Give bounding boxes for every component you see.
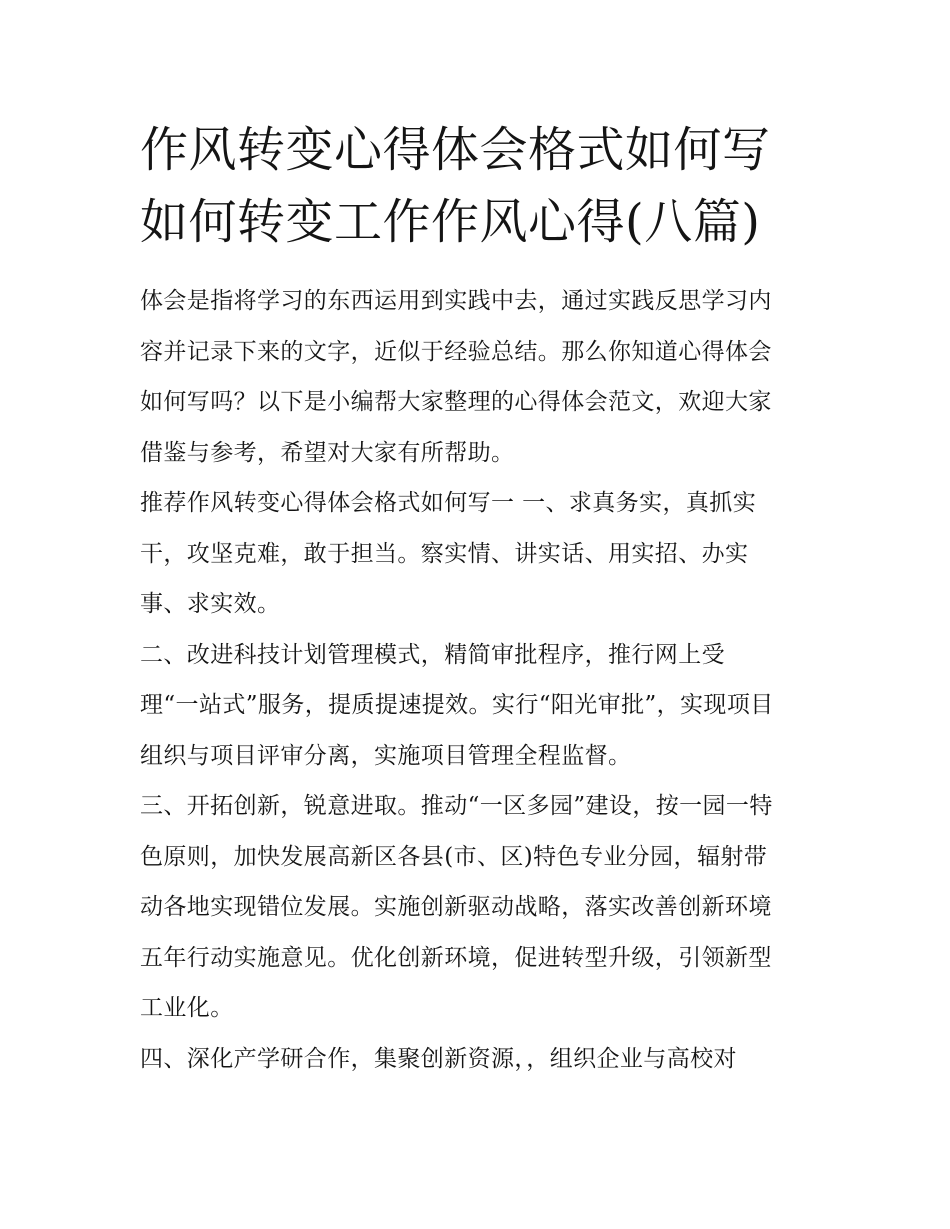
text-line: 干，攻坚克难，敢于担当。察实情、讲实话、用实招、办实 xyxy=(140,540,749,567)
text-line: 事、求实效。 xyxy=(140,591,281,617)
text-line: 动各地实现错位发展。实施创新驱动战略，落实改善创新环境 xyxy=(140,894,772,920)
document-title xyxy=(140,114,820,258)
text-line: 四、深化产学研合作，集聚创新资源，，组织企业与高校对 xyxy=(140,1045,737,1072)
text-line: 工业化。 xyxy=(140,995,234,1021)
paragraph-two xyxy=(140,630,820,782)
text-line: 如何写吗？以下是小编帮大家整理的心得体会范文，欢迎大家 xyxy=(140,389,772,415)
document-body xyxy=(140,276,820,1084)
text-line: 体会是指将学习的东西运用到实践中去，通过实践反思学习内 xyxy=(140,288,772,314)
text-line: 色原则，加快发展高新区各县(市、区)特色专业分园，辐射带 xyxy=(140,843,768,870)
title-line: 作风转变心得体会格式如何写 xyxy=(140,122,771,178)
text-line: 理“一站式”服务，提质提速提效。实行“阳光审批”，实现项目 xyxy=(140,692,774,718)
paragraph-one xyxy=(140,478,820,630)
text-line: 推荐作风转变心得体会格式如何写一 一、求真务实，真抓实 xyxy=(140,490,757,516)
text-line: 五年行动实施意见。优化创新环境，促进转型升级，引领新型 xyxy=(140,944,772,971)
text-line: 二、改进科技计划管理模式，精简审批程序，推行网上受 xyxy=(140,641,725,668)
text-line: 借鉴与参考，希望对大家有所帮助。 xyxy=(140,439,515,466)
title-line: 如何转变工作作风心得(八篇) xyxy=(140,194,761,250)
text-line: 组织与项目评审分离，实施项目管理全程监督。 xyxy=(140,742,632,769)
text-line: 三、开拓创新，锐意进取。推动“一区多园”建设，按一园一特 xyxy=(140,793,773,819)
paragraph-four xyxy=(140,1034,820,1085)
text-line: 容并记录下来的文字，近似于经验总结。那么你知道心得体会 xyxy=(140,338,772,365)
paragraph-three xyxy=(140,781,820,1034)
paragraph-intro xyxy=(140,276,820,478)
